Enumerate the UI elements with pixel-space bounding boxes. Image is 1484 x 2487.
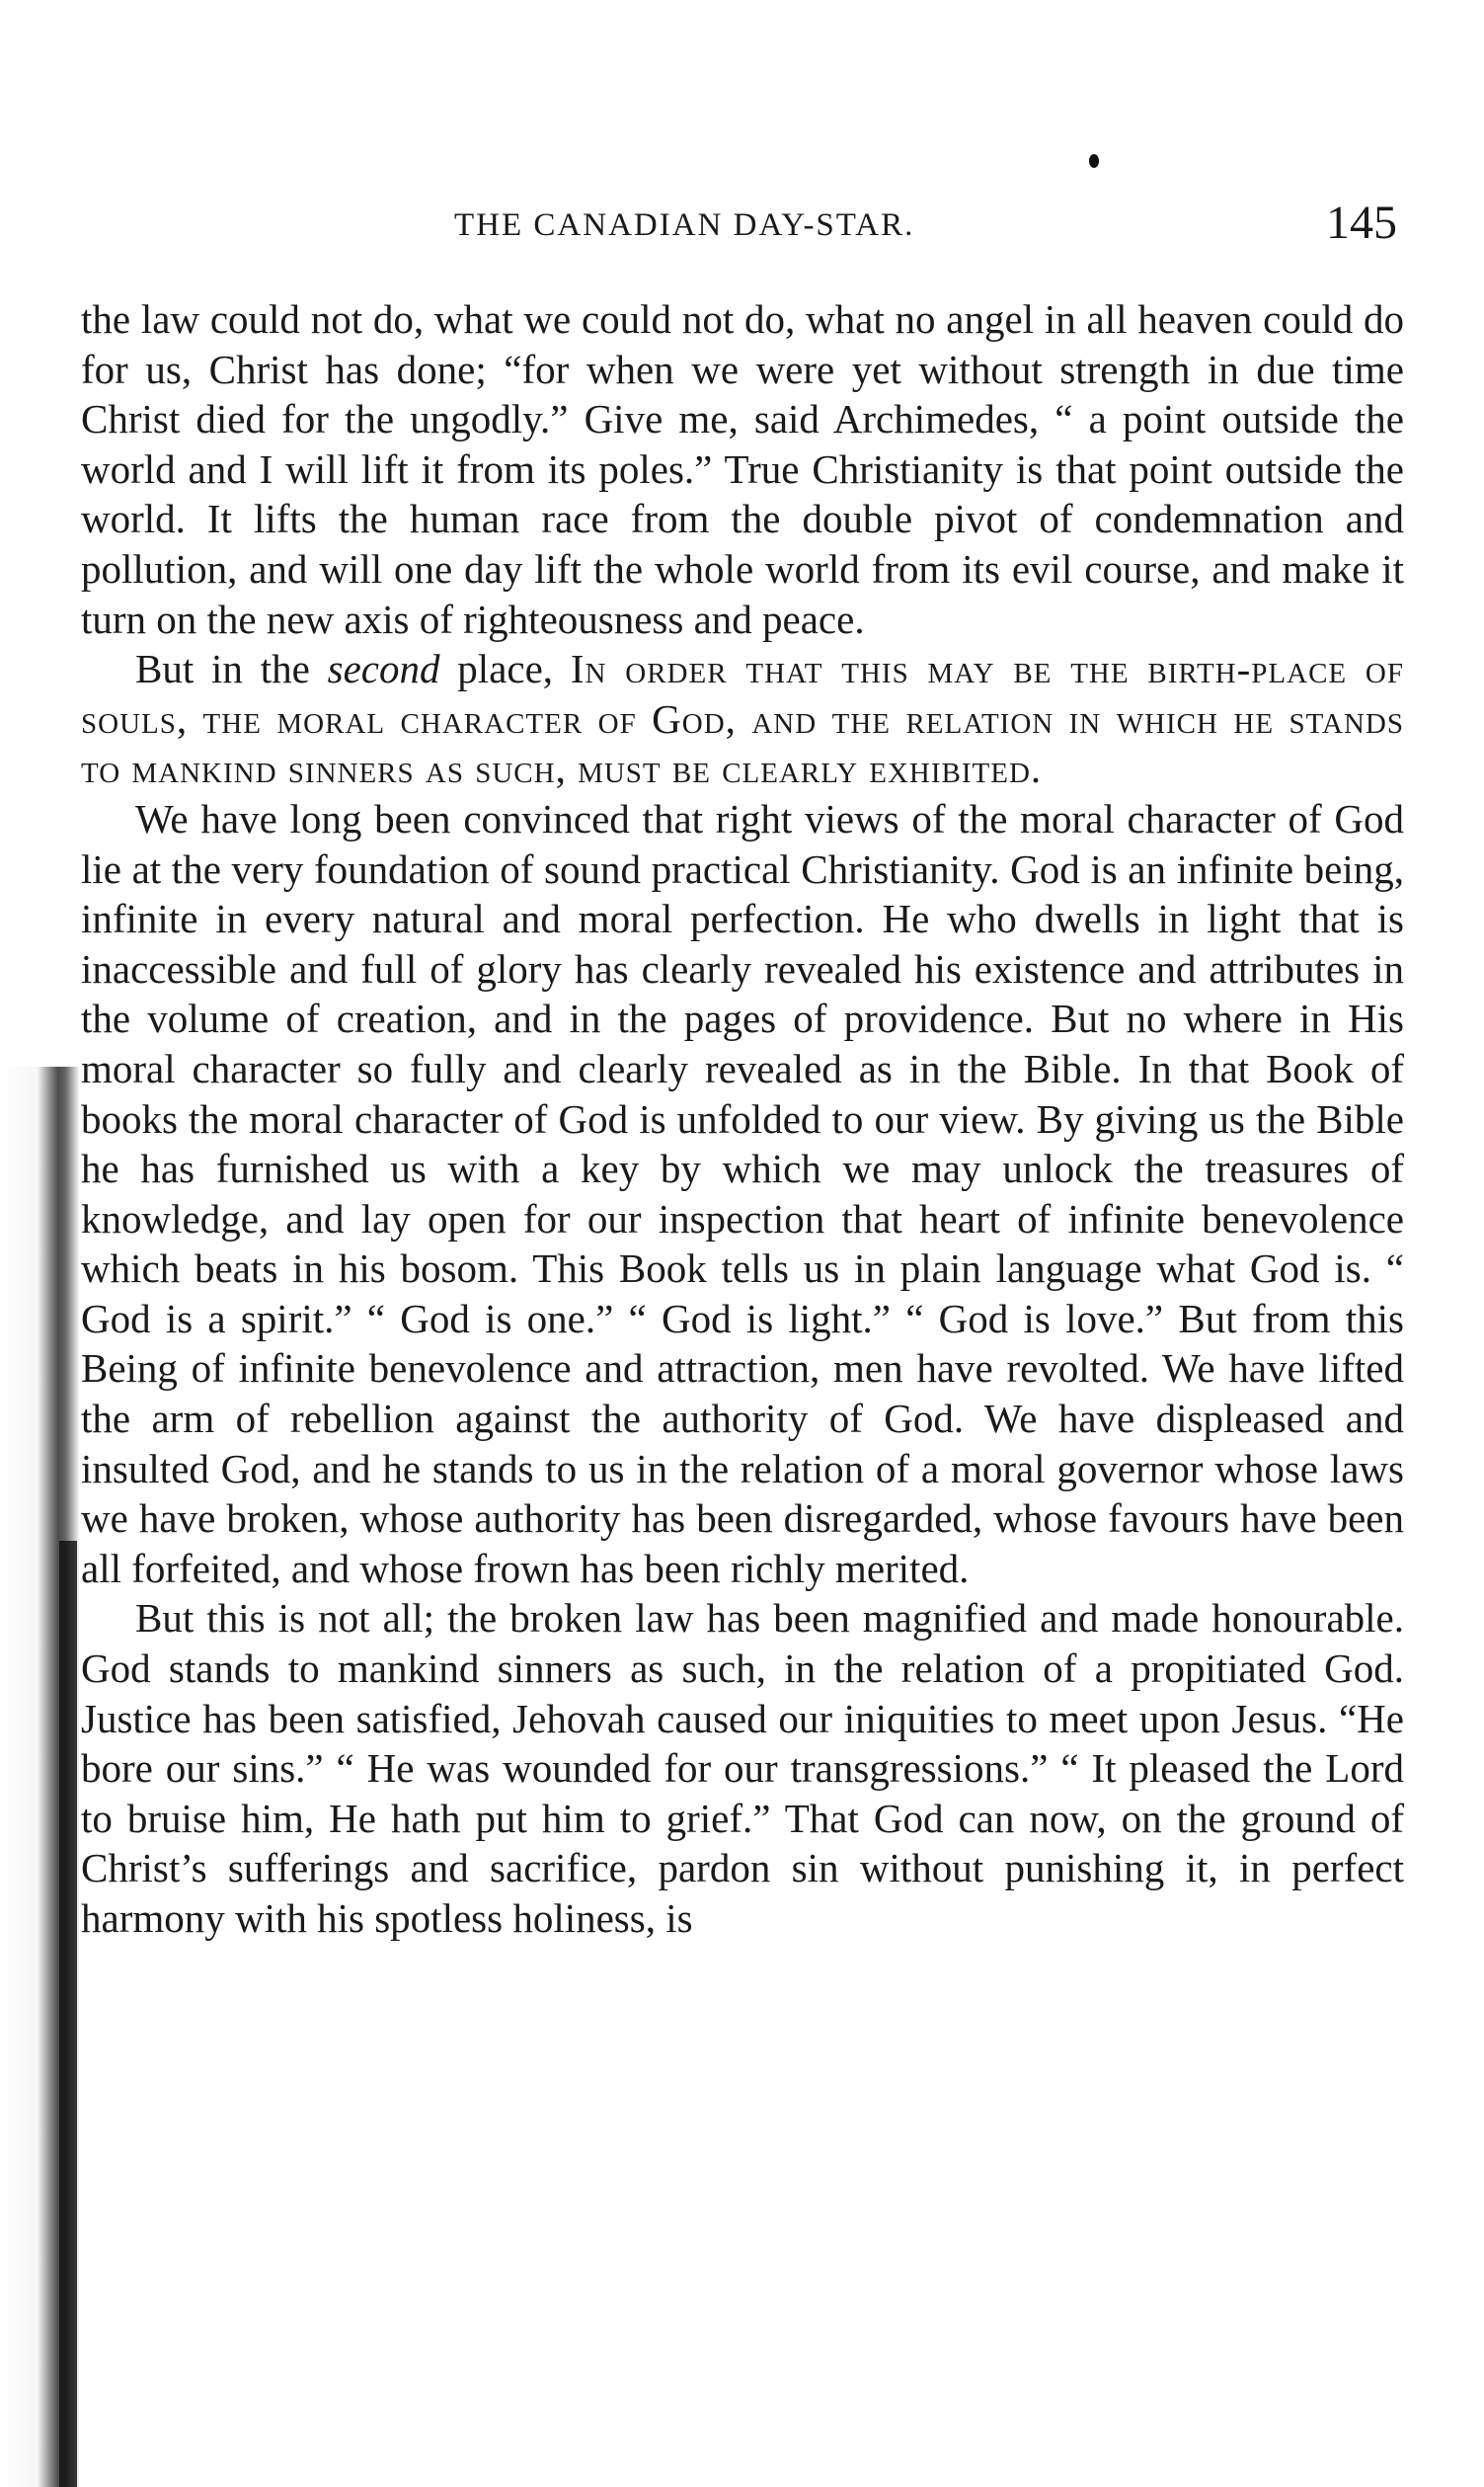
paragraph-2-mid: place, <box>439 646 571 692</box>
paragraph-3: We have long been convinced that right views of the moral character of God lie at the very foundation of sound practical Christianity. God is an infinite being, infinite in every natural and moral perfection. He who dwells in light that is inaccessible and full of glory has clearly revealed his existence and attributes in the volume of creation, and in the pages of providence. But no where in His moral character so fully and clearly revealed as in the Bible. In that Book of books the moral character of God is unfolded to our view. By giving us the Bible he has furnished us with a key by which we may unlock the treasures of knowledge, and lay open for our inspection that heart of infinite benevolence which beats in his bosom. This Book tells us in plain language what God is. “ God is a spirit.” “ God is one.” “ God is light.” “ God is love.” But from this Being of infinite benevolence and attraction, men have revolted. We have lifted the arm of rebellion against the authority of God. We have displeased and insulted God, and he stands to us in the relation of a moral governor whose laws we have broken, whose authority has been disregarded, whose favours have been all forfeited, and whose frown has been richly merited. <box>81 795 1404 1591</box>
ink-speck <box>1089 154 1099 168</box>
paragraph-2-lead: But in the <box>135 646 328 692</box>
paragraph-1: the law could not do, what we could not do, what no angel in all heaven could do for us, Christ has done; “for when we were yet without strength in due time Christ died for the ungodly.” Give me, said Archimedes, “ a point outside the world and I will lift it from its poles.” True Christianity is that point outside the world. It lifts the human race from the double pivot of condemnation and pollution, and will one day lift the whole world from its evil course, and make it turn on the new axis of righteousness and peace. <box>81 296 1404 642</box>
paragraph-2 <box>81 644 1404 794</box>
paragraph-2-small-caps: In order that this may be the birth-place of souls, the moral character of God, and the relation in which he stands to mankind sinners as such, must be clearly exhibited. <box>81 646 1404 792</box>
paragraph-2-emphasis: second <box>327 646 440 692</box>
binding-shadow <box>0 1067 94 2487</box>
running-title: THE CANADIAN DAY-STAR. <box>454 207 915 243</box>
page-number: 145 <box>1326 197 1397 249</box>
paragraph-4: But this is not all; the broken law has been magnified and made honourable. God stands to mankind sinners as such, in the relation of a propitiated God. Justice has been satisfied, Jehovah caused our iniquities to meet upon Jesus. “He bore our sins.” “ He was wounded for our transgressions.” “ It pleased the Lord to bruise him, He hath put him to grief.” That God can now, on the ground of Christ’s sufferings and sacrifice, pardon sin without punishing it, in perfect harmony with his spotless holiness, is <box>81 1595 1404 1941</box>
page-header <box>454 196 1397 255</box>
binding-edge <box>59 1541 77 2487</box>
body-text <box>81 294 1404 1944</box>
